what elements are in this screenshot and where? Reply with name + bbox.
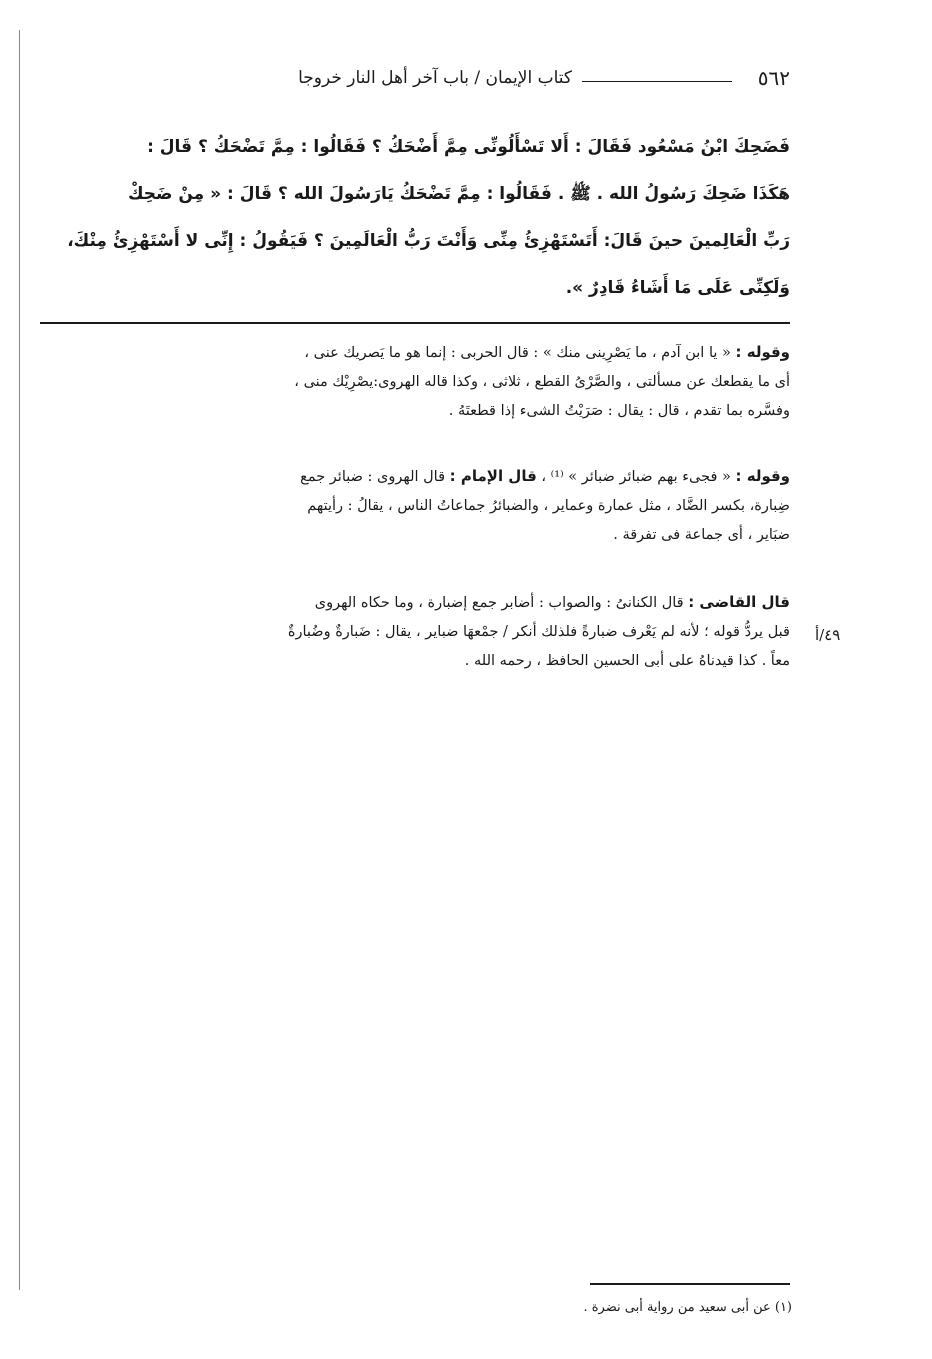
commentary-paragraph-2 [50,462,790,550]
commentary-paragraph-3 [50,588,790,676]
commentary-text: قال الكنانىُ : والصواب : أضابر جمع إضبارة ، وما حكاه الهروى [314,595,684,611]
commentary-line [50,338,790,368]
hadith-line: رَبِّ الْعَالِمينَ حينَ قَالَ: أَتَسْتَهْزِئُ مِنِّى وَأَنْتَ رَبُّ الْعَالَمِينَ ؟ فَيَقُولُ : إِنِّى لا أَسْتَهْزِئُ مِنْكَ، [67,231,790,251]
page-header [30,66,790,96]
manuscript-folio-reference: ٤٩/أ [815,626,841,644]
running-title: كتاب الإيمان / باب آخر أهل النار خروجا [298,68,572,88]
commentary-text: قال الهروى : ضبائر جمع [300,469,446,485]
commentary-line [50,462,790,492]
hadith-line: هَكَذَا ضَحِكَ رَسُولُ الله . ﷺ . فَقَالُوا : مِمَّ تَضْحَكُ يَارَسُولَ الله ؟ قَالَ : « مِنْ ضَحِكْ [127,184,790,204]
commentary-line: ضِبارة، بكسر الضَّاد ، مثل عمارة وعماير ، والضبائرُ جماعاتُ الناس ، يقالُ : رأيتهم [307,498,790,514]
header-rule [582,81,732,82]
commentary-line [50,588,790,618]
commentary-line: وفسَّره بما تقدم ، قال : يقال : صَرَيْتُ الشىء إذا قطعتَهُ . [448,403,790,419]
text-commentary-separator [40,322,790,324]
page-number: ٥٦٢ [757,66,790,90]
commentary-lead-imam: قال الإمام : [449,467,537,485]
commentary-lead: قال القاضى : [688,593,790,611]
footnote: (١) عن أبى سعيد من رواية أبى نضرة . [583,1300,792,1315]
hadith-line: وَلَكِنِّى عَلَى مَا أَشَاءُ قَادِرٌ ». [565,278,790,298]
commentary-line: ضبَاير ، أى جماعة فى تفرقة . [613,527,790,543]
commentary-line: أى ما يقطعك عن مسألتى ، والصَّرْىُ القطع ، ثلاثى ، وكذا قاله الهروى:يصْرِيْك منى ، [294,374,790,390]
commentary-lead: وقوله : [735,467,790,485]
hadith-line: فَضَحِكَ ابْنُ مَسْعُود فَقَالَ : أَلا تَسْأَلُونِّى مِمَّ أَضْحَكُ ؟ فَقَالُوا : مِمَّ تَضْحَكُ ؟ قَالَ : [147,137,790,157]
commentary-line: معاً . كذا قيدناهُ على أبى الحسين الحافظ ، رحمه الله . [464,653,790,669]
commentary-line: قبل يردُّ قوله ؛ لأنه لم يَعْرف ضبارةً فلذلك أنكر / جمْعهَا ضباير ، يقال : ضَبارةٌ وضُبارةٌ [287,624,790,640]
footnote-rule [590,1283,790,1285]
commentary-text: « فجىء بهم ضبائر ضبائر » ⁽¹⁾ ، [541,469,731,485]
commentary-text: « يا ابن آدم ، ما يَصْرِينى منك » : قال الحربى : إنما هو ما يَصريك عنى ، [304,345,731,361]
commentary-paragraph-1 [50,338,790,426]
commentary-lead: وقوله : [735,343,790,361]
binding-edge-line [19,30,20,1290]
hadith-text [50,124,790,312]
